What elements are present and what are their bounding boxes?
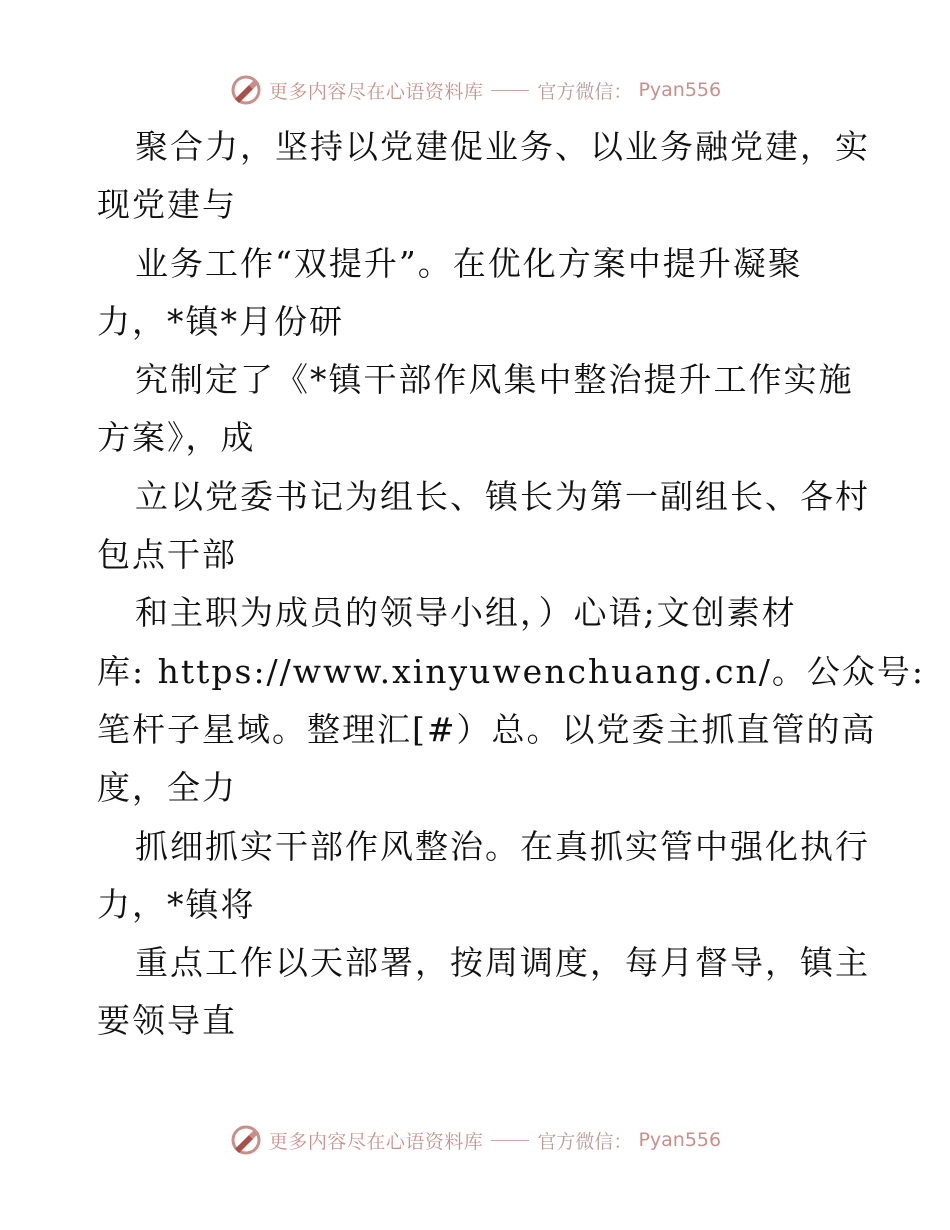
- watermark-contact-label: 官方微信：: [537, 80, 633, 103]
- body-line: 现党建与: [97, 185, 237, 225]
- body-line: 立以党委书记为组长、镇长为第一副组长、各村: [135, 476, 870, 516]
- watermark-text: 更多内容尽在心语资料库: [268, 1130, 484, 1153]
- body-line: 和主职为成员的领导小组，）心语;文创素材: [135, 593, 797, 633]
- body-line: 聚合力，坚持以党建促业务、以业务融党建，实: [135, 127, 870, 166]
- header-watermark: [0, 70, 950, 110]
- pen-logo-icon: [229, 73, 263, 107]
- body-line: 库: https://www.xinyuwenchuang.cn/。公众号:: [97, 651, 925, 691]
- document-body: [97, 118, 925, 1051]
- body-line: 包点干部: [97, 535, 237, 575]
- body-line: 重点工作以天部署，按周调度，每月督导，镇主: [135, 943, 870, 983]
- watermark-divider: [491, 90, 529, 91]
- body-line: 力，*镇*月份研: [97, 301, 344, 341]
- body-line: 方案》，成: [97, 418, 256, 458]
- watermark-divider: [491, 1140, 529, 1141]
- body-line: 要领导直: [97, 1001, 237, 1041]
- body-line: 抓细抓实干部作风整治。在真抓实管中强化执行: [135, 826, 870, 866]
- watermark-contact-id: Pyan556: [638, 79, 722, 101]
- body-line: 度，全力: [97, 768, 237, 808]
- body-line: 力，*镇将: [97, 884, 256, 924]
- body-line: 业务工作“双提升”。在优化方案中提升凝聚: [135, 243, 803, 283]
- pen-logo-icon: [229, 1123, 263, 1157]
- watermark-contact-id: Pyan556: [638, 1129, 722, 1151]
- watermark-contact-label: 官方微信：: [537, 1130, 633, 1153]
- footer-watermark: [0, 1120, 950, 1160]
- watermark-text: 更多内容尽在心语资料库: [268, 80, 484, 103]
- body-line: 究制定了《*镇干部作风集中整治提升工作实施: [135, 360, 854, 400]
- body-line: 笔杆子星域。整理汇[#）总。以党委主抓直管的高: [97, 709, 877, 749]
